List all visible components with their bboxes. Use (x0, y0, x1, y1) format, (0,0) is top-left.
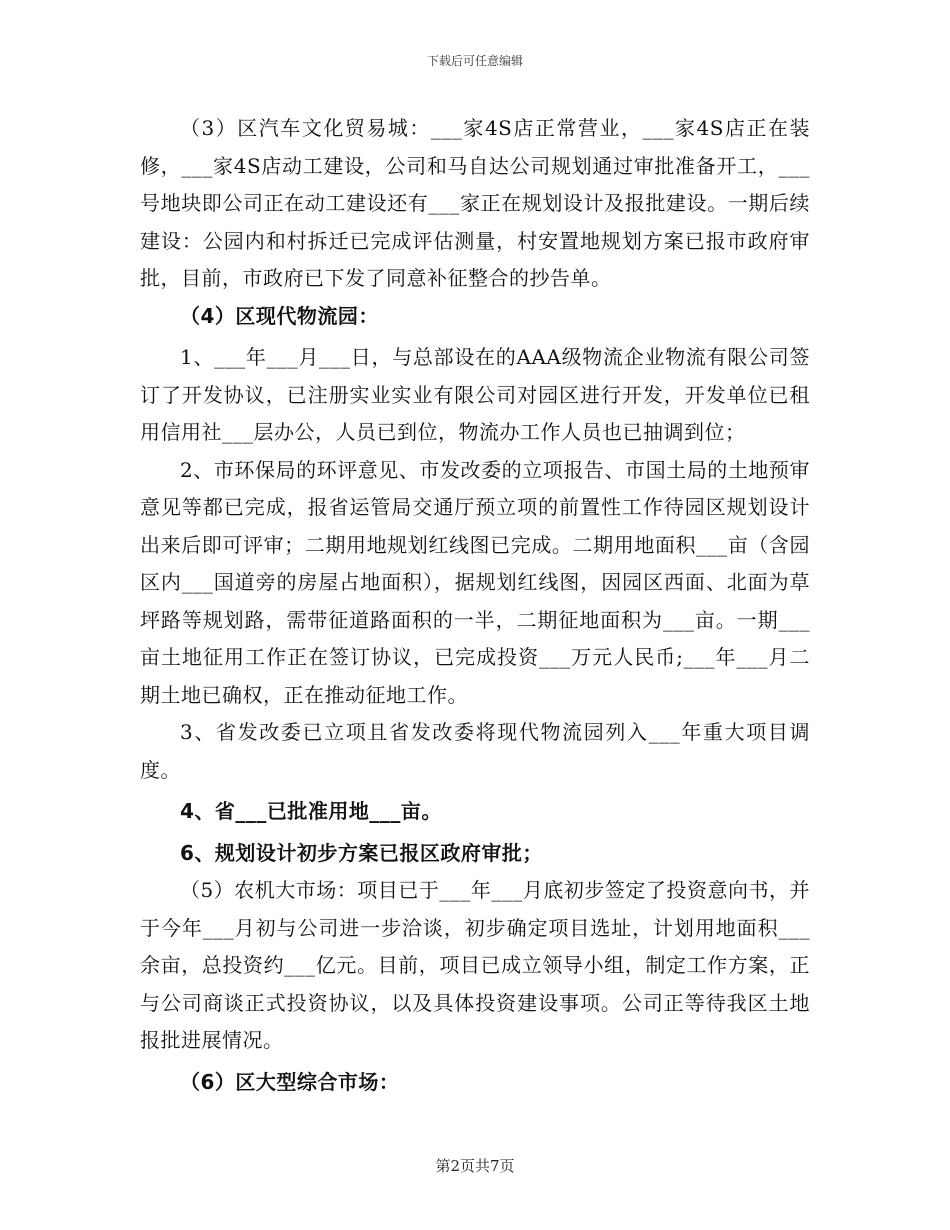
paragraph-logistics-item-3: 3、省发改委已立项且省发改委将现代物流园列入___年重大项目调度。 (140, 720, 810, 782)
paragraph-logistics-item-1: 1、___年___月___日，与总部设在的AAA级物流企业物流有限公司签订了开发协议，已注册实业实业有限公司对园区进行开发，开发单位已租用信用社___层办公，人员已到位，物流办工作人员也已抽调到位； (140, 345, 810, 444)
page-header: 下载后可任意编辑 (426, 54, 523, 68)
heading-land-approval: 4、省___已批准用地___亩。 (180, 799, 442, 823)
page-footer: 第2页共7页 (435, 1157, 515, 1175)
heading-planning-design: 6、规划设计初步方案已报区政府审批； (180, 840, 543, 865)
paragraph-auto-trade-city: （3）区汽车文化贸易城：___家4S店正常营业，___家4S店正在装修，___家4S店动工建设，公司和马自达公司规划通过审批准备开工，___号地块即公司正在动工建设还有___家正在规划设计及报批建设。一期后续建设：公园内和村拆迁已完成评估测量，村安置地规划方案已报市政府审批，目前，市政府已下发了同意补征整合的抄告单。 (140, 116, 810, 290)
document-body (140, 110, 810, 1101)
heading-logistics-park: （4）区现代物流园： (180, 303, 379, 328)
heading-comprehensive-market: （6）区大型综合市场： (180, 1069, 400, 1094)
paragraph-logistics-item-2: 2、市环保局的环评意见、市发改委的立项报告、市国土局的土地预审意见等都已完成，报省运管局交通厅预立项的前置性工作待园区规划设计出来后即可评审；二期用地规划红线图已完成。二期用地面积___亩（含园区内___国道旁的房屋占地面积），据规划红线图，因园区西面、北面为草坪路等规划路，需带征道路面积的一半，二期征地面积为___亩。一期___亩土地征用工作正在签订协议，已完成投资___万元人民币;___年___月二期土地已确权，正在推动征地工作。 (140, 457, 810, 707)
paragraph-agri-machinery-market: （5）农机大市场：项目已于___年___月底初步签定了投资意向书，并于今年___月初与公司进一步洽谈，初步确定项目选址，计划用地面积___余亩，总投资约___亿元。目前，项目已成立领导小组，制定工作方案，正与公司商谈正式投资协议，以及具体投资建设事项。公司正等待我区土地报批进展情况。 (140, 878, 810, 1052)
